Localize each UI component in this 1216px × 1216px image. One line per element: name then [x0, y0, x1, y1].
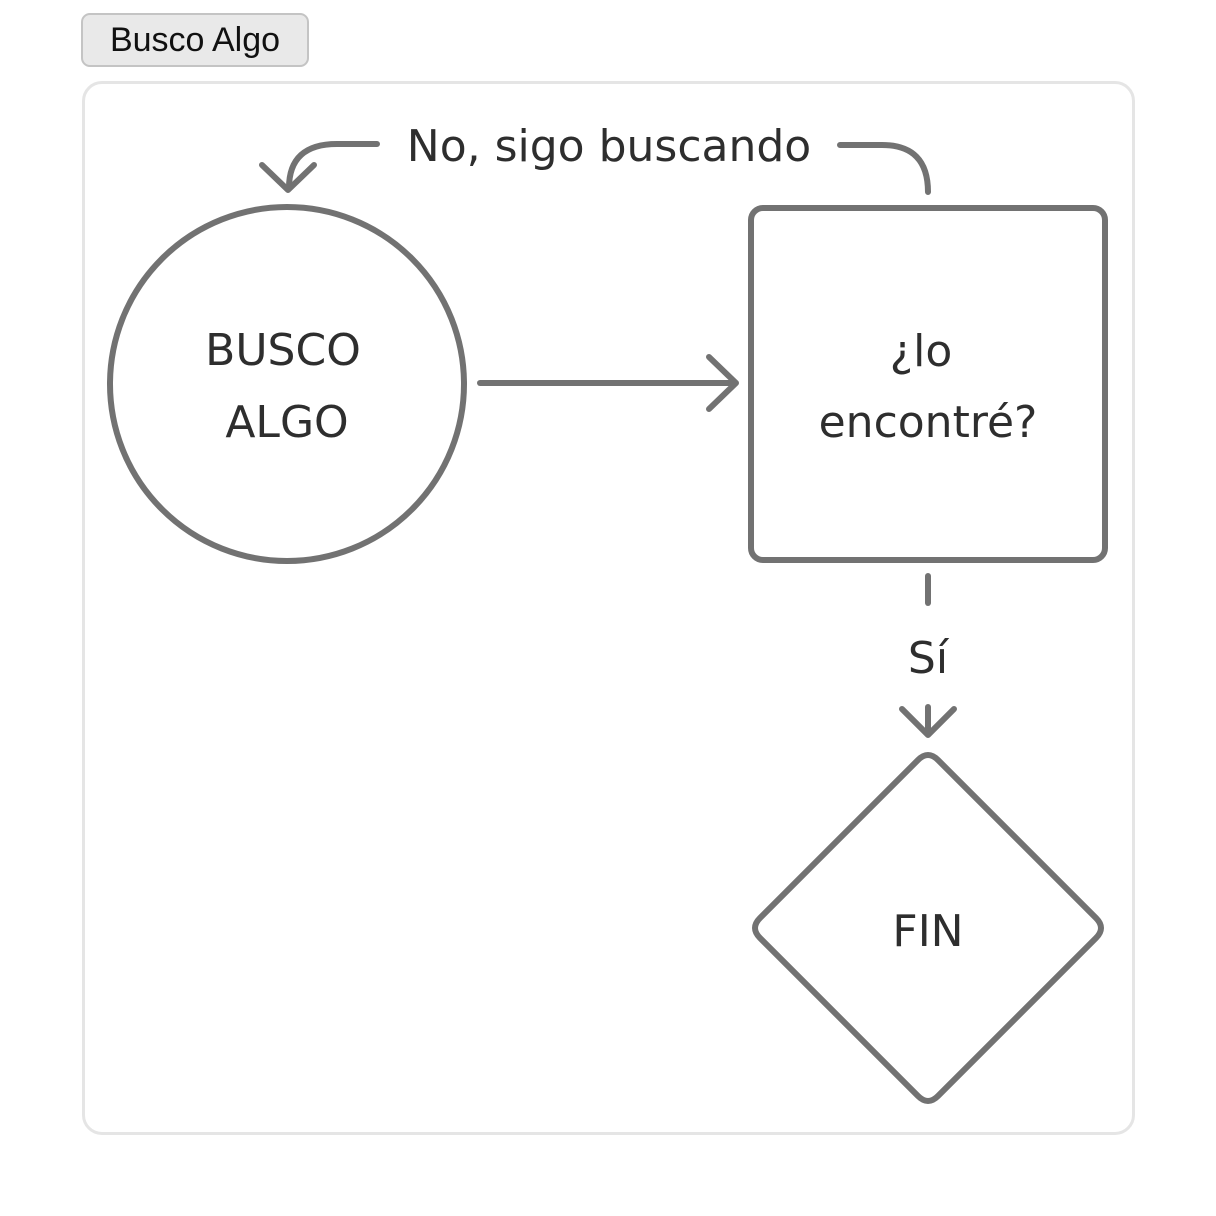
edge-yes-label: Sí [907, 633, 949, 684]
edge-loop-back-label: No, sigo buscando [406, 121, 812, 172]
node-lo-encontre-line1: ¿lo [889, 326, 953, 377]
busco-algo-button[interactable]: Busco Algo [81, 13, 309, 67]
node-busco-algo [110, 207, 464, 561]
node-busco-algo-circle [110, 207, 464, 561]
node-busco-algo-line1: BUSCO [205, 325, 361, 376]
node-lo-encontre-box [751, 208, 1105, 560]
node-fin-label: FIN [892, 906, 964, 957]
node-busco-algo-line2: ALGO [225, 397, 349, 448]
node-lo-encontre-line2: encontré? [818, 397, 1038, 448]
edge-loop-back [262, 121, 928, 192]
edge-loop-back-left-segment [289, 144, 377, 188]
node-fin [755, 755, 1101, 1101]
node-lo-encontre [751, 208, 1105, 560]
edge-loop-back-right-segment [840, 145, 928, 192]
edge-yes [902, 576, 954, 735]
edge-start-to-decision [480, 357, 736, 409]
